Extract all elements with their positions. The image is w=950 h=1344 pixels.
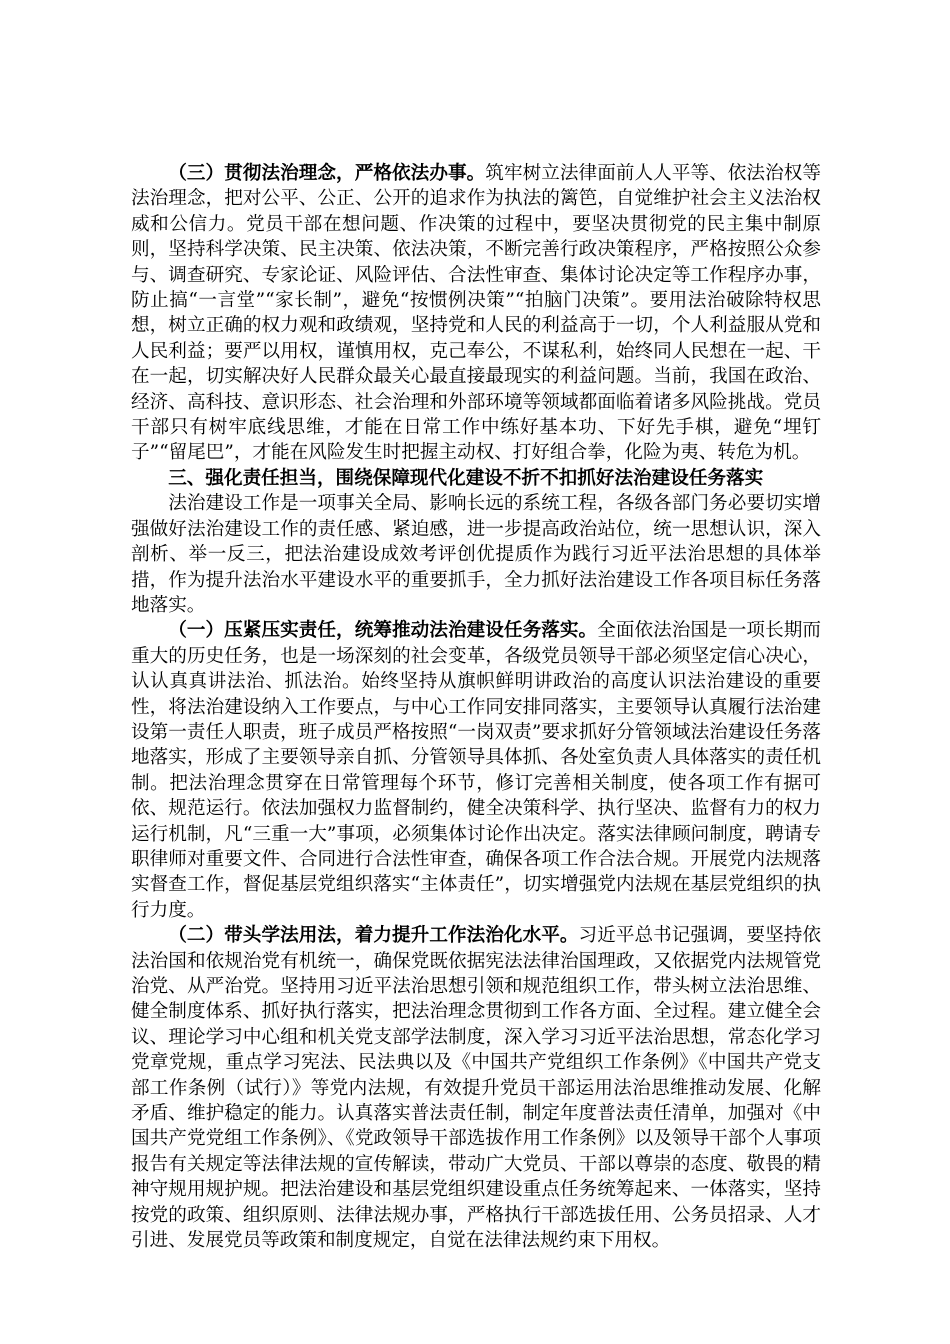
subheading-2-3: （三）贯彻法治理念，严格依法办事。: [168, 163, 486, 184]
document-page: [131, 161, 821, 1253]
paragraph-text: 筑牢树立法律面前人人平等、依法治权等法治理念，把对公平、公正、公开的追求作为执法的篱笆，自觉维护社会主义法治权威和公信力。党员干部在想问题、作决策的过程中，要坚决贯彻党的民主集中制原则，坚持科学决策、民主决策、依法决策，不断完善行政决策程序，严格按照公众参与、调查研究、专家论证、风险评估、合法性审查、集体讨论决定等工作程序办事，防止搞“一言堂”“家长制”，避免“按惯例决策”“拍脑门决策”。要用法治破除特权思想，树立正确的权力观和政绩观，坚持党和人民的利益高于一切，个人利益服从党和人民利益；要严以用权，谨慎用权，克己奉公，不谋私利，始终同人民想在一起、干在一起，切实解决好人民群众最关心最直接最现实的利益问题。当前，我国在政治、经济、高科技、意识形态、社会治理和外部环境等领域都面临着诸多风险挑战。党员干部只有树牢底线思维，才能在日常工作中练好基本功、下好先手棋，避免“埋钉子”“留尾巴”，才能在风险发生时把握主动权、打好组合拳，化险为夷、转危为机。: [131, 163, 821, 464]
paragraph-section-3-intro: [131, 491, 821, 618]
paragraph-section-3-2: [131, 923, 821, 1253]
subheading-3-1: （一）压紧压实责任，统筹推动法治建设任务落实。: [168, 620, 598, 642]
paragraph-text: 法治建设工作是一项事关全局、影响长远的系统工程，各级各部门务必要切实增强做好法治建设工作的责任感、紧迫感，进一步提高政治站位，统一思想认识，深入剖析、举一反三，把法治建设成效考评创优提质作为践行习近平法治思想的具体举措，作为提升法治水平建设水平的重要抓手，全力抓好法治建设工作各项目标任务落地落实。: [131, 493, 821, 616]
paragraph-text: 全面依法治国是一项长期而重大的历史任务，也是一场深刻的社会变革，各级党员领导干部必须坚定信心决心，认认真真讲法治、抓法治。始终坚持从旗帜鲜明讲政治的高度认识法治建设的重要性，将法治建设纳入工作要点，与中心工作同安排同落实，主要领导认真履行法治建设第一责任人职责，班子成员严格按照“一岗双责”要求抓好分管领域法治建设任务落地落实，形成了主要领导亲自抓、分管领导具体抓、各处室负责人具体落实的责任机制。把法治理念贯穿在日常管理每个环节，修订完善相关制度，使各项工作有据可依、规范运行。依法加强权力监督制约，健全决策科学、执行坚决、监督有力的权力运行机制，凡“三重一大”事项，必须集体讨论作出决定。落实法律顾问制度，聘请专职律师对重要文件、合同进行合法性审查，确保各项工作合法合规。开展党内法规落实督查工作，督促基层党组织落实“主体责任”，切实增强党内法规在基层党组织的执行力度。: [131, 620, 821, 921]
subheading-3-2: （二）带头学法用法，着力提升工作法治化水平。: [168, 925, 579, 947]
paragraph-section-3-1: [131, 618, 821, 923]
section-heading-3: 三、强化责任担当，围绕保障现代化建设不折不扣抓好法治建设任务落实: [168, 467, 764, 489]
paragraph-section-2-3: [131, 161, 821, 466]
paragraph-text: 习近平总书记强调，要坚持依法治国和依规治党有机统一，确保党既依据宪法法律治国理政，又依据党内法规管党治党、从严治党。坚持用习近平法治思想引领和规范组织工作，带头树立法治思维、健全制度体系、抓好执行落实，把法治理念贯彻到工作各方面、全过程。建立健全会议、理论学习中心组和机关党支部学法制度，深入学习习近平法治思想，常态化学习党章党规，重点学习宪法、民法典以及《中国共产党组织工作条例》《中国共产党支部工作条例（试行）》等党内法规，有效提升党员干部运用法治思维推动发展、化解矛盾、维护稳定的能力。认真落实普法责任制，制定年度普法责任清单，加强对《中国共产党党组工作条例》、《党政领导干部选拔作用工作条例》以及领导干部个人事项报告有关规定等法律法规的宣传解读，带动广大党员、干部以尊崇的态度、敬畏的精神守规用规护规。把法治建设和基层党组织建设重点任务统筹起来、一体落实，坚持按党的政策、组织原则、法律法规办事，严格执行干部选拔任用、公务员招录、人才引进、发展党员等政策和制度规定，自觉在法律法规约束下用权。: [131, 925, 821, 1252]
